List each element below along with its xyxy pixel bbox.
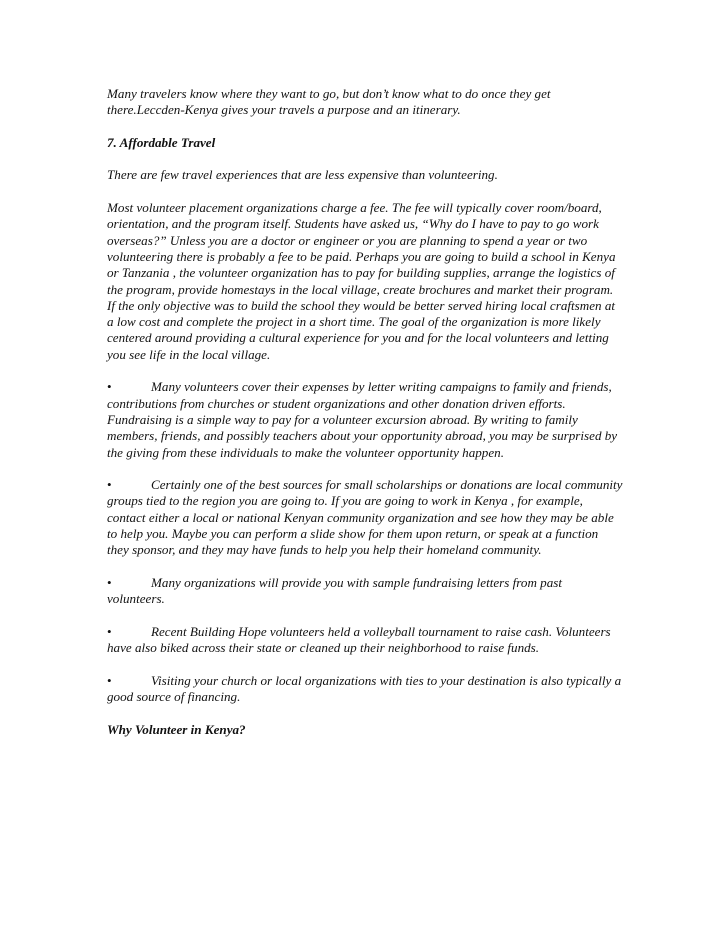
bullet-text: Visiting your church or local organizations with ties to your destination is also typically a good source of financing.: [107, 672, 622, 704]
bullet-icon: •: [107, 379, 112, 395]
fee-paragraph: Most volunteer placement organizations charge a fee. The fee will typically cover room/board, orientation, and the program itself. Students have asked us, “Why do I have to pay to go work overseas?” Unless you are a doctor or engineer or you are planning to spend a year or two volunteering there is probably a fee to be paid. Perhaps you are going to build a school in Kenya or Tanzania , the volunteer organization has to pay for building supplies, arrange the logistics of the program, provide homestays in the local village, create brochures and market their program. If the only objective was to build the school they would be better served hiring local craftsmen at a low cost and complete the project in a short time. The goal of the organization is more likely centered around providing a cultural experience for you and for the local volunteers and letting you see life in the local village.: [107, 200, 616, 362]
bullet-item: [107, 624, 623, 657]
bullet-text: Certainly one of the best sources for small scholarships or donations are local community groups tied to the region you are going to. If you are going to work in Kenya , for example, contact either a local or national Kenyan community organization and see how they may be able to help you. Maybe you can perform a slide show for them upon return, or speak at a function they sponsor, and they may have funds to help you help their homeland community.: [107, 477, 623, 558]
bullet-icon: •: [107, 477, 112, 493]
bullet-item: [107, 477, 623, 558]
intro-paragraph: Many travelers know where they want to go, but don’t know what to do once they get there.Leccden-Kenya gives your travels a purpose and an itinerary.: [107, 86, 551, 118]
bullet-item: [107, 673, 623, 706]
bullet-text: Many organizations will provide you with sample fundraising letters from past volunteers.: [107, 574, 562, 607]
closing-heading: Why Volunteer in Kenya?: [107, 721, 246, 737]
bullet-icon: •: [107, 672, 112, 688]
bullet-icon: •: [107, 623, 112, 639]
section-lead-paragraph: There are few travel experiences that are less expensive than volunteering.: [107, 167, 498, 183]
section-heading: 7. Affordable Travel: [107, 134, 216, 150]
bullet-text: Many volunteers cover their expenses by letter writing campaigns to family and friends, contributions from churches or student organizations and other donation driven efforts. Fundraising is a simple way to pay for a volunteer excursion abroad. By writing to family members, friends, and possibly teachers about your opportunity abroad, you may be surprised by the giving from these individuals to make the volunteer opportunity happen.: [107, 379, 618, 460]
bullet-item: [107, 379, 623, 460]
bullet-item: [107, 575, 623, 608]
bullet-text: Recent Building Hope volunteers held a volleyball tournament to raise cash. Volunteers have also biked across their state or cleaned up their neighborhood to raise funds.: [107, 623, 611, 656]
bullet-icon: •: [107, 574, 112, 590]
document-page: [107, 86, 623, 754]
